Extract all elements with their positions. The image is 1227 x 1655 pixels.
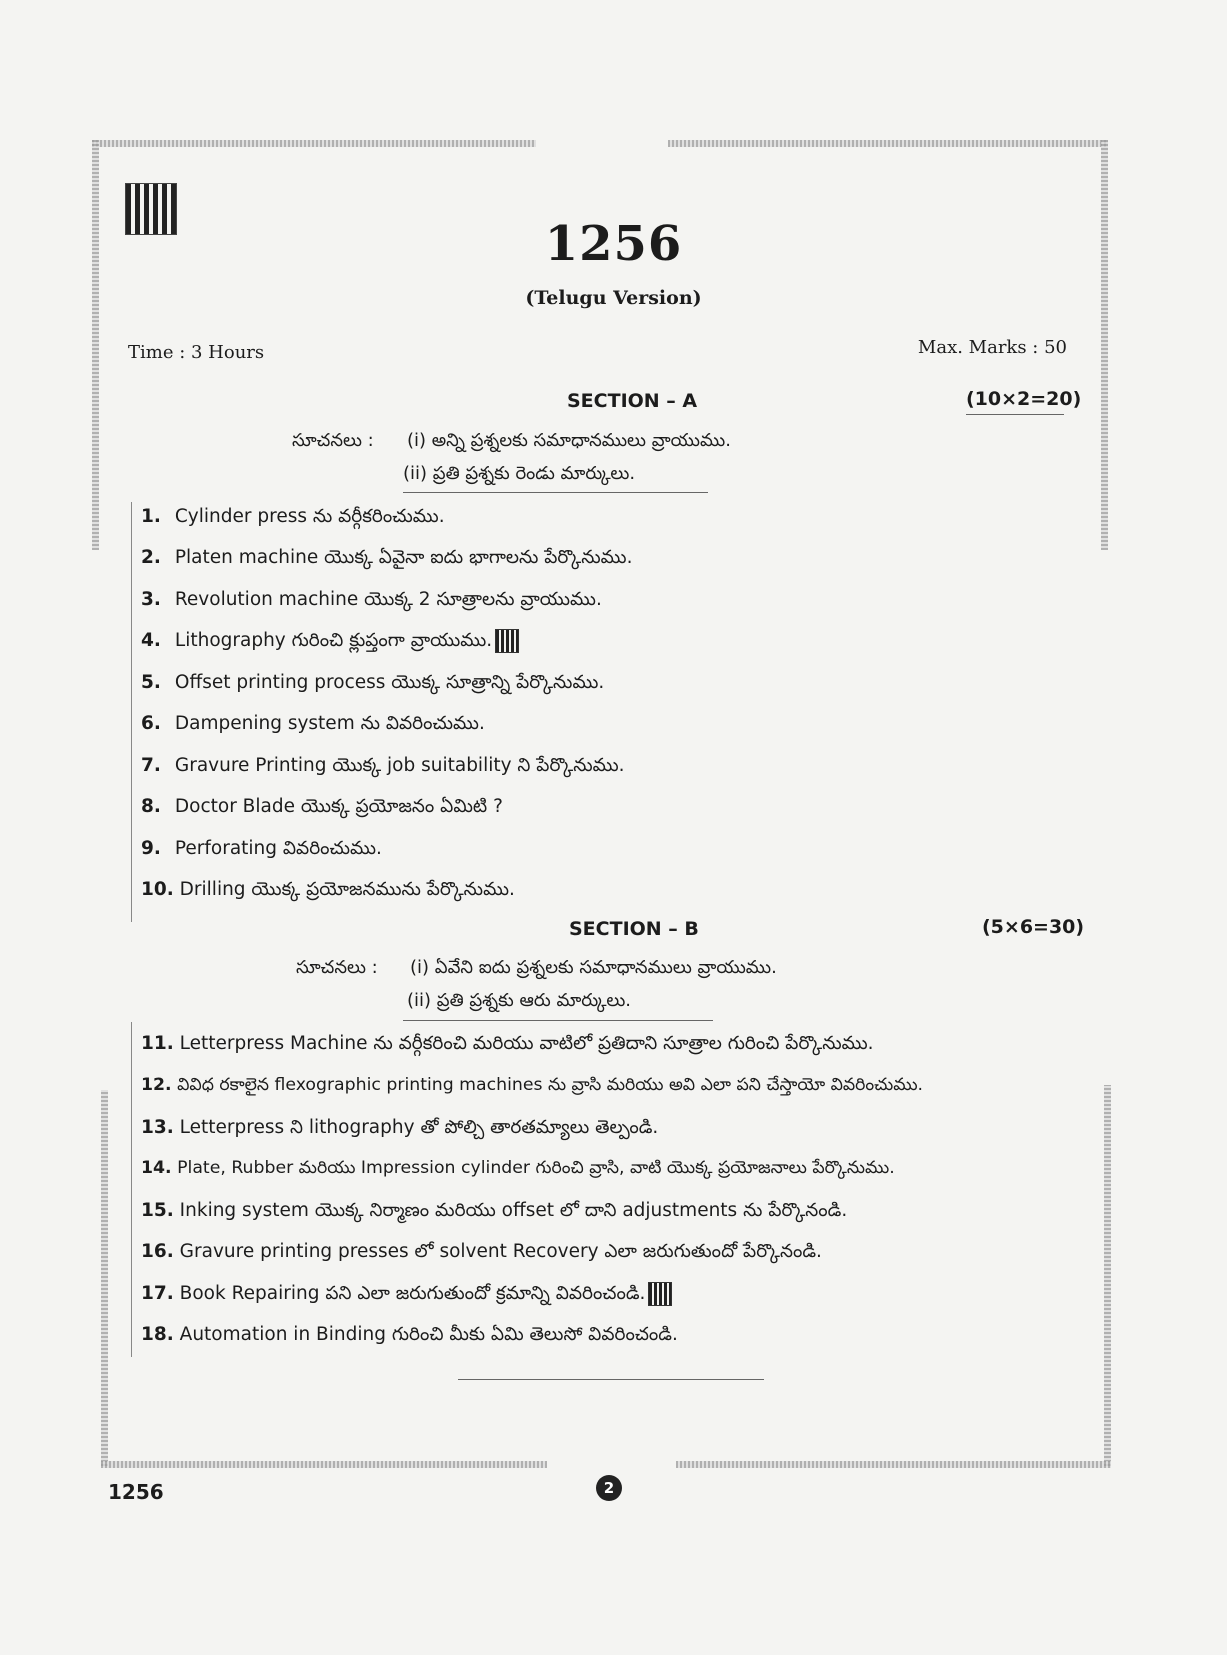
version-label: (Telugu Version)	[525, 287, 702, 309]
left-border-bottom	[101, 1090, 108, 1466]
top-border-right	[668, 140, 1108, 147]
section-a-instructions	[292, 430, 374, 455]
question-11: 11. Letterpress Machine ను వర్గీకరించి మరియు వాటిలో ప్రతిదాని సూత్రాల గురించి పేర్కొనుము.	[141, 1033, 874, 1054]
end-rule	[458, 1379, 764, 1380]
question-4: 4. Lithography గురించి క్లుప్తంగా వ్రాయుము.	[141, 630, 518, 655]
section-b-title: SECTION – B	[569, 918, 699, 940]
question-margin-a	[131, 502, 132, 922]
section-a-instruction-rule	[403, 492, 708, 493]
section-b-instructions	[296, 957, 378, 982]
qr-code-icon	[496, 630, 518, 652]
section-b-instruction-rule	[403, 1020, 713, 1021]
section-a-instruction-1: (i) అన్ని ప్రశ్నలకు సమాధానములు వ్రాయుము.	[407, 430, 731, 451]
question-margin-b	[131, 1022, 132, 1357]
question-12: 12. వివిధ రకాలైన flexographic printing machines ను వ్రాసి మరియు అవి ఎలా పని చేస్తాయో వివరించుము.	[141, 1075, 924, 1095]
right-border-bottom	[1104, 1085, 1111, 1466]
qr-code-icon	[649, 1283, 671, 1305]
question-6: 6. Dampening system ను వివరించుము.	[141, 713, 485, 734]
section-a-instruction-2: (ii) ప్రతి ప్రశ్నకు రెండు మార్కులు.	[403, 463, 636, 484]
left-border-top	[92, 140, 99, 550]
instruction-label: సూచనలు :	[296, 957, 378, 978]
time-label: Time : 3 Hours	[128, 342, 265, 363]
page-number: 2	[596, 1475, 622, 1501]
question-3: 3. Revolution machine యొక్క 2 సూత్రాలను వ్రాయుము.	[141, 589, 602, 610]
question-13: 13. Letterpress ని lithography తో పోల్చి తారతమ్యాలు తెల్పండి.	[141, 1117, 659, 1138]
section-b-score: (5×6=30)	[982, 916, 1085, 938]
question-8: 8. Doctor Blade యొక్క ప్రయోజనం ఏమిటి ?	[141, 796, 503, 817]
top-border-left	[92, 140, 536, 147]
section-a-score: (10×2=20)	[966, 388, 1082, 410]
question-15: 15. Inking system యొక్క నిర్మాణం మరియు offset లో దాని adjustments ను పేర్కొనండి.	[141, 1200, 848, 1221]
question-14: 14. Plate, Rubber మరియు Impression cylinder గురించి వ్రాసి, వాటి యొక్క ప్రయోజనాలు పేర్కొనుము.	[141, 1158, 895, 1178]
question-17: 17. Book Repairing పని ఎలా జరుగుతుందో క్రమాన్ని వివరించండి.	[141, 1283, 671, 1308]
question-7: 7. Gravure Printing యొక్క job suitability ని పేర్కొనుము.	[141, 755, 625, 776]
max-marks-label: Max. Marks : 50	[917, 337, 1067, 358]
instruction-label: సూచనలు :	[292, 430, 374, 451]
bottom-border-right	[676, 1461, 1111, 1468]
section-a-title: SECTION – A	[567, 390, 698, 412]
right-border-top	[1101, 140, 1108, 550]
question-16: 16. Gravure printing presses లో solvent Recovery ఎలా జరుగుతుందో పేర్కొనండి.	[141, 1241, 822, 1262]
section-b-instruction-1: (i) ఏవేని ఐదు ప్రశ్నలకు సమాధానములు వ్రాయుము.	[410, 957, 777, 978]
bottom-border-left	[101, 1461, 547, 1468]
question-1: 1. Cylinder press ను వర్గీకరించుము.	[141, 506, 445, 527]
question-2: 2. Platen machine యొక్క ఏవైనా ఐదు భాగాలను పేర్కొనుము.	[141, 547, 633, 568]
question-5: 5. Offset printing process యొక్క సూత్రాన్ని పేర్కొనుము.	[141, 672, 605, 693]
paper-code: 1256	[544, 216, 683, 272]
footer-paper-code: 1256	[108, 1480, 164, 1504]
section-b-instruction-2: (ii) ప్రతి ప్రశ్నకు ఆరు మార్కులు.	[407, 990, 632, 1011]
question-10: 10. Drilling యొక్క ప్రయోజనమును పేర్కొనుము.	[141, 879, 515, 900]
question-18: 18. Automation in Binding గురించి మీకు ఏమి తెలుసో వివరించండి.	[141, 1324, 678, 1345]
score-underline	[966, 414, 1064, 415]
question-9: 9. Perforating వివరించుము.	[141, 838, 382, 859]
